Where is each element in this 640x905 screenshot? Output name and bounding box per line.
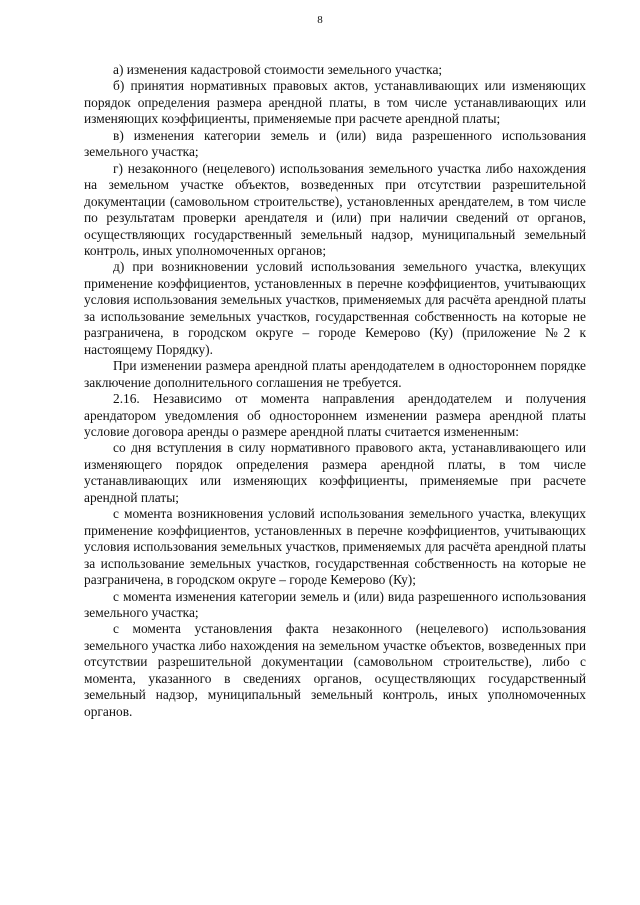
paragraph-v-land-category: в) изменения категории земель и (или) вида разрешенного использования земельного участка; xyxy=(84,127,586,160)
paragraph-b-normative-acts: б) принятия нормативных правовых актов, устанавливающих или изменяющих порядок определения размера арендной платы, в том числе устанавливающих или изменяющих коэффициенты, применяемые при расчете арендной платы; xyxy=(84,78,586,127)
paragraph-from-conditions-date: с момента возникновения условий использования земельного участка, влекущих применение коэффициентов, установленных в перечне коэффициентов, учитывающих условия использования земельных участков, применяемых для расчёта арендной платы за использование земельных участков, государственная собственность на которые не разграничена, в городском округе – городе Кемерово (Ку); xyxy=(84,506,586,588)
document-body xyxy=(84,62,586,720)
paragraph-from-category-change: с момента изменения категории земель и (или) вида разрешенного использования земельного участка; xyxy=(84,588,586,620)
paragraph-d-usage-conditions: д) при возникновении условий использования земельного участка, влекущих применение коэффициентов, установленных в перечне коэффициентов, учитывающих условия использования земельных участков, применяемых для расчёта арендной платы за использование земельных участков, государственная собственность на которые не разграничена, в городском округе – городе Кемерово (Ку) (приложение №2 к настоящему Порядку). xyxy=(84,259,586,357)
paragraph-a-cadastral-value: а) изменения кадастровой стоимости земельного участка; xyxy=(113,62,443,77)
page-number: 8 xyxy=(317,14,323,26)
paragraph-g-illegal-use: г) незаконного (нецелевого) использования земельного участка либо нахождения на земельном участке объектов, возведенных при отсутствии разрешительной документации (самовольном строительстве), установленных арендателем, в том числе по результатам проверки арендателя и (или) при наличии сведений от органов, осуществляющих государственный земельный надзор, муниципальный земельный контроль, иных уполномоченных органов; xyxy=(84,160,586,258)
paragraph-from-illegal-use-fact: с момента установления факта незаконного (нецелевого) использования земельного участка либо нахождения на земельном участке объектов, возведенных при отсутствии разрешительной документации (самовольном строительстве), либо с момента, указанного в сведениях органов, осуществляющих государственный земельный надзор, муниципальный земельный контроль, иных уполномоченных органов. xyxy=(84,621,586,719)
paragraph-2-16: 2.16. Независимо от момента направления арендодателем и получения арендатором уведомления об одностороннем изменении размера арендной платы условие договора аренды о размере арендной платы считается измененным: xyxy=(84,391,586,439)
paragraph-unilateral-change: При изменении размера арендной платы арендодателем в одностороннем порядке заключение дополнительного соглашения не требуется. xyxy=(84,358,586,390)
paragraph-from-act-date: со дня вступления в силу нормативного правового акта, устанавливающего или изменяющего порядок определения размера арендной платы, в том числе устанавливающих или изменяющих коэффициенты, применяемые при расчете арендной платы; xyxy=(84,440,586,505)
